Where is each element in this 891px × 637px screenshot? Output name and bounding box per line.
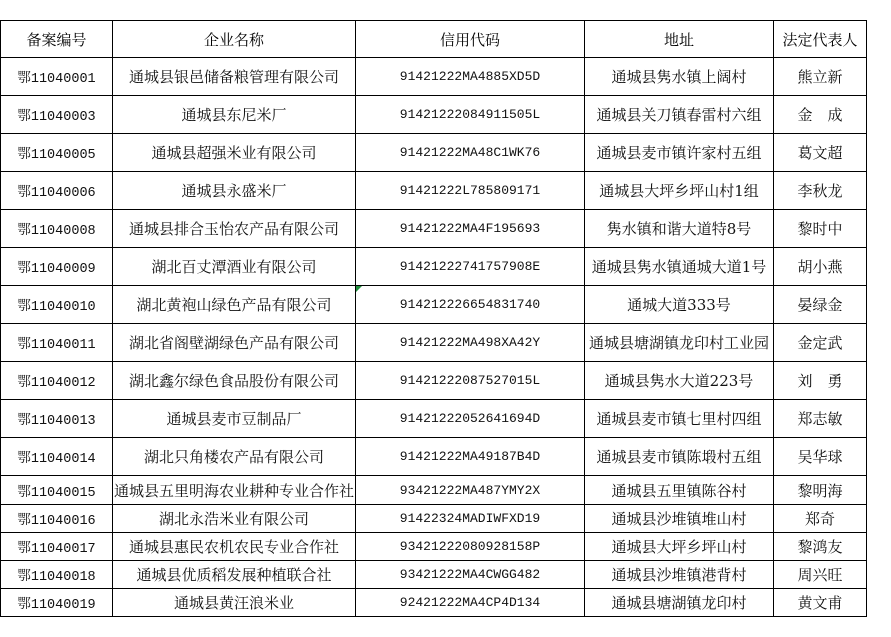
legal-rep-cell[interactable]: 郑奇 <box>774 505 867 533</box>
legal-rep-cell[interactable]: 刘 勇 <box>774 362 867 400</box>
record-no-cell[interactable]: 鄂11040014 <box>1 438 113 476</box>
address-cell[interactable]: 通城县沙堆镇港背村 <box>585 561 774 589</box>
record-no-cell[interactable]: 鄂11040016 <box>1 505 113 533</box>
company-name-cell[interactable]: 湖北只角楼农产品有限公司 <box>113 438 356 476</box>
address-cell[interactable]: 隽水镇和谐大道特8号 <box>585 210 774 248</box>
address-cell[interactable]: 通城县麦市镇许家村五组 <box>585 134 774 172</box>
legal-rep-cell[interactable]: 周兴旺 <box>774 561 867 589</box>
address-cell[interactable]: 通城县五里镇陈谷村 <box>585 476 774 505</box>
record-no-cell[interactable]: 鄂11040008 <box>1 210 113 248</box>
record-no-cell[interactable]: 鄂11040001 <box>1 58 113 96</box>
credit-code-cell[interactable]: 91421222087527015L <box>356 362 585 400</box>
company-name-cell[interactable]: 湖北黄袍山绿色产品有限公司 <box>113 286 356 324</box>
record-no-cell[interactable]: 鄂11040005 <box>1 134 113 172</box>
company-name-cell[interactable]: 通城县超强米业有限公司 <box>113 134 356 172</box>
record-no-cell[interactable]: 鄂11040009 <box>1 248 113 286</box>
registry-table <box>0 20 867 617</box>
legal-rep-cell[interactable]: 金定武 <box>774 324 867 362</box>
header-credit-code[interactable]: 信用代码 <box>356 21 585 58</box>
address-cell[interactable]: 通城县隽水大道223号 <box>585 362 774 400</box>
record-no-cell[interactable]: 鄂11040015 <box>1 476 113 505</box>
address-cell[interactable]: 通城县麦市镇七里村四组 <box>585 400 774 438</box>
legal-rep-cell[interactable]: 李秋龙 <box>774 172 867 210</box>
legal-rep-cell[interactable]: 郑志敏 <box>774 400 867 438</box>
address-cell[interactable]: 通城县关刀镇春雷村六组 <box>585 96 774 134</box>
company-name-cell[interactable]: 湖北百丈潭酒业有限公司 <box>113 248 356 286</box>
credit-code-cell[interactable]: 91421222L785809171 <box>356 172 585 210</box>
record-no-cell[interactable]: 鄂11040018 <box>1 561 113 589</box>
record-no-cell[interactable]: 鄂11040017 <box>1 533 113 561</box>
legal-rep-cell[interactable]: 葛文超 <box>774 134 867 172</box>
credit-code-cell[interactable]: 92421222MA4CP4D134 <box>356 589 585 617</box>
credit-code-cell[interactable]: 91421222084911505L <box>356 96 585 134</box>
record-no-cell[interactable]: 鄂11040019 <box>1 589 113 617</box>
credit-code-cell[interactable]: 91421222MA4F195693 <box>356 210 585 248</box>
company-name-cell[interactable]: 通城县优质稻发展种植联合社 <box>113 561 356 589</box>
company-name-cell[interactable]: 通城县东尼米厂 <box>113 96 356 134</box>
company-name-cell[interactable]: 通城县黄汪浪米业 <box>113 589 356 617</box>
company-name-cell[interactable]: 通城县排合玉怡农产品有限公司 <box>113 210 356 248</box>
company-name-cell[interactable]: 通城县惠民农机农民专业合作社 <box>113 533 356 561</box>
company-name-cell[interactable]: 通城县永盛米厂 <box>113 172 356 210</box>
company-name-cell[interactable]: 湖北省阁壁湖绿色产品有限公司 <box>113 324 356 362</box>
address-cell[interactable]: 通城县沙堆镇堆山村 <box>585 505 774 533</box>
credit-code-cell[interactable]: 91422324MADIWFXD19 <box>356 505 585 533</box>
header-company-name[interactable]: 企业名称 <box>113 21 356 58</box>
record-no-cell[interactable]: 鄂11040011 <box>1 324 113 362</box>
credit-code-cell[interactable]: 91421222052641694D <box>356 400 585 438</box>
address-cell[interactable]: 通城县隽水镇通城大道1号 <box>585 248 774 286</box>
address-cell[interactable]: 通城县麦市镇陈塅村五组 <box>585 438 774 476</box>
record-no-cell[interactable]: 鄂11040013 <box>1 400 113 438</box>
credit-code-cell[interactable]: 91421222741757908E <box>356 248 585 286</box>
address-cell[interactable]: 通城县塘湖镇龙印村工业园 <box>585 324 774 362</box>
record-no-cell[interactable]: 鄂11040012 <box>1 362 113 400</box>
record-no-cell[interactable]: 鄂11040003 <box>1 96 113 134</box>
address-cell[interactable]: 通城县塘湖镇龙印村 <box>585 589 774 617</box>
error-indicator-icon[interactable] <box>356 286 362 292</box>
record-no-cell[interactable]: 鄂11040006 <box>1 172 113 210</box>
credit-code-cell[interactable]: 914212226654831740 <box>356 286 585 324</box>
credit-code-cell[interactable]: 93421222080928158P <box>356 533 585 561</box>
legal-rep-cell[interactable]: 黎明海 <box>774 476 867 505</box>
credit-code-cell[interactable]: 91421222MA498XA42Y <box>356 324 585 362</box>
legal-rep-cell[interactable]: 黎时中 <box>774 210 867 248</box>
address-cell[interactable]: 通城大道333号 <box>585 286 774 324</box>
header-record-no[interactable]: 备案编号 <box>1 21 113 58</box>
credit-code-cell[interactable]: 91421222MA49187B4D <box>356 438 585 476</box>
legal-rep-cell[interactable]: 熊立新 <box>774 58 867 96</box>
credit-code-cell[interactable]: 93421222MA4CWGG482 <box>356 561 585 589</box>
legal-rep-cell[interactable]: 黄文甫 <box>774 589 867 617</box>
company-name-cell[interactable]: 通城县五里明海农业耕种专业合作社 <box>113 476 356 505</box>
address-cell[interactable]: 通城县大坪乡坪山村 <box>585 533 774 561</box>
legal-rep-cell[interactable]: 金 成 <box>774 96 867 134</box>
credit-code-cell[interactable]: 93421222MA487YMY2X <box>356 476 585 505</box>
credit-code-cell[interactable]: 91421222MA4885XD5D <box>356 58 585 96</box>
address-cell[interactable]: 通城县大坪乡坪山村1组 <box>585 172 774 210</box>
header-address[interactable]: 地址 <box>585 21 774 58</box>
address-cell[interactable]: 通城县隽水镇上阔村 <box>585 58 774 96</box>
record-no-cell[interactable]: 鄂11040010 <box>1 286 113 324</box>
company-name-cell[interactable]: 湖北永浩米业有限公司 <box>113 505 356 533</box>
company-name-cell[interactable]: 通城县麦市豆制品厂 <box>113 400 356 438</box>
legal-rep-cell[interactable]: 胡小燕 <box>774 248 867 286</box>
credit-code-cell[interactable]: 91421222MA48C1WK76 <box>356 134 585 172</box>
legal-rep-cell[interactable]: 黎鸿友 <box>774 533 867 561</box>
legal-rep-cell[interactable]: 吴华球 <box>774 438 867 476</box>
header-legal-rep[interactable]: 法定代表人 <box>774 21 867 58</box>
company-name-cell[interactable]: 通城县银邑储备粮管理有限公司 <box>113 58 356 96</box>
company-name-cell[interactable]: 湖北鑫尔绿色食品股份有限公司 <box>113 362 356 400</box>
legal-rep-cell[interactable]: 晏绿金 <box>774 286 867 324</box>
